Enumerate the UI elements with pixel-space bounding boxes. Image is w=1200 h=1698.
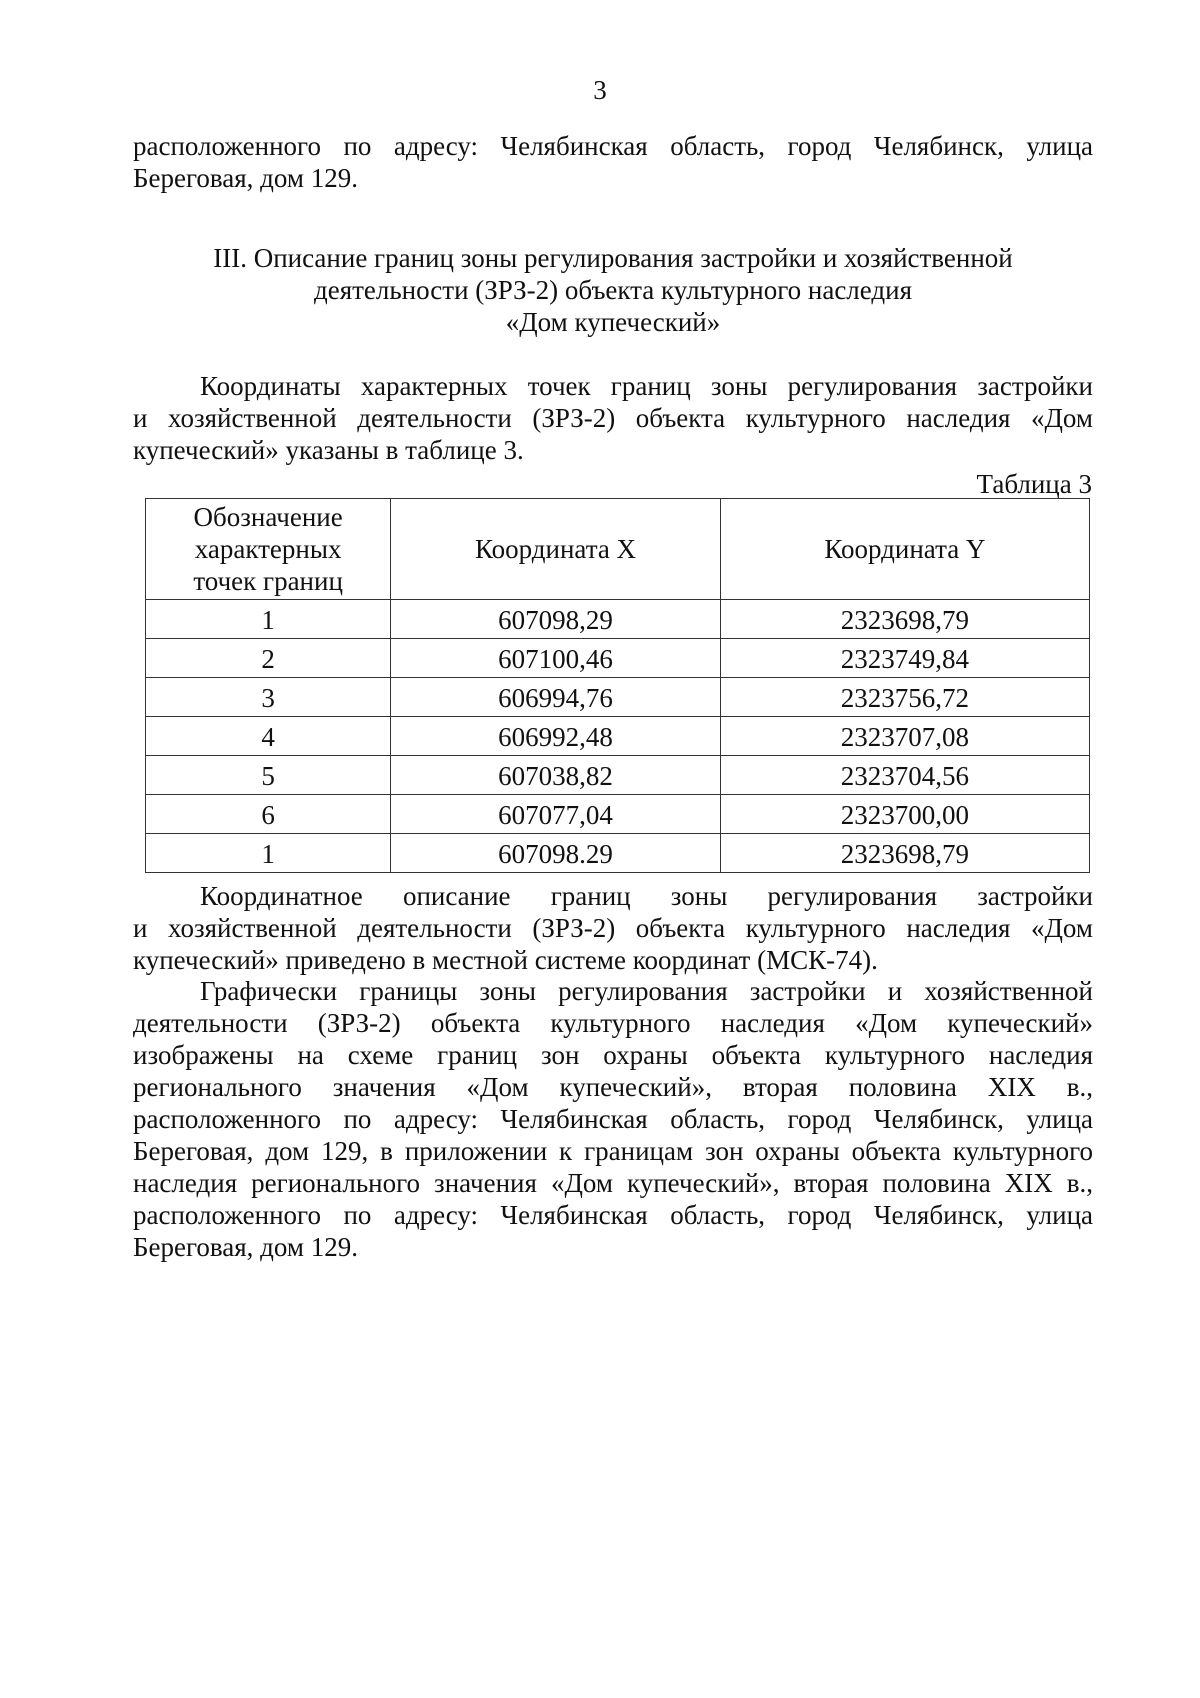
cell-point: 1: [146, 600, 391, 639]
paragraph-line: изображены на схеме границ зон охраны объекта культурного наследия: [133, 1040, 1093, 1070]
cell-x: 607038,82: [391, 756, 721, 795]
table-row: [146, 678, 1090, 717]
header-point-designation: Обозначение характерных точек границ: [146, 499, 391, 600]
cell-x: 606994,76: [391, 678, 721, 717]
cell-point: 2: [146, 639, 391, 678]
paragraph-line: купеческий» приведено в местной системе координат (МСК-74).: [133, 945, 878, 975]
intro-line: Береговая, дом 129.: [133, 163, 358, 193]
table-row: [146, 834, 1090, 873]
cell-y: 2323698,79: [720, 600, 1089, 639]
heading-line: III. Описание границ зоны регулирования застройки и хозяйственной: [213, 243, 1013, 273]
intro-line: расположенного по адресу: Челябинская область, город Челябинск, улица: [133, 131, 1093, 161]
paragraph-line: и хозяйственной деятельности (ЗРЗ-2) объекта культурного наследия «Дом: [133, 913, 1093, 943]
cell-x: 606992,48: [391, 717, 721, 756]
header-coordinate-x: Координата X: [391, 499, 721, 600]
paragraph-line: Береговая, дом 129, в приложении к границам зон охраны объекта культурного: [133, 1136, 1093, 1166]
table-row: [146, 717, 1090, 756]
cell-point: 1: [146, 834, 391, 873]
cell-x: 607100,46: [391, 639, 721, 678]
cell-y: 2323749,84: [720, 639, 1089, 678]
cell-y: 2323707,08: [720, 717, 1089, 756]
paragraph-line: Графически границы зоны регулирования застройки и хозяйственной: [200, 976, 1093, 1006]
table-caption: Таблица 3: [976, 469, 1092, 499]
intro-paragraph: [133, 130, 1093, 194]
cell-x: 607077,04: [391, 795, 721, 834]
paragraph-coordinates-intro: [133, 370, 1093, 466]
paragraph-line: наследия регионального значения «Дом купеческий», вторая половина XIX в.,: [133, 1168, 1093, 1198]
paragraph-line: Координатное описание границ зоны регулирования застройки: [200, 881, 1093, 911]
cell-y: 2323704,56: [720, 756, 1089, 795]
cell-x: 607098,29: [391, 600, 721, 639]
heading-line: деятельности (ЗРЗ-2) объекта культурного наследия: [313, 275, 913, 305]
cell-point: 4: [146, 717, 391, 756]
paragraph-line: регионального значения «Дом купеческий», вторая половина XIX в.,: [133, 1072, 1093, 1102]
cell-point: 6: [146, 795, 391, 834]
paragraph-line: деятельности (ЗРЗ-2) объекта культурного наследия «Дом купеческий»: [133, 1008, 1093, 1038]
paragraph-coordinate-system: [133, 880, 1093, 976]
paragraph-line: расположенного по адресу: Челябинская область, город Челябинск, улица: [133, 1104, 1093, 1134]
table-row: [146, 639, 1090, 678]
cell-y: 2323700,00: [720, 795, 1089, 834]
coordinates-table: [145, 498, 1090, 873]
paragraph-line: купеческий» указаны в таблице 3.: [133, 435, 524, 465]
cell-point: 3: [146, 678, 391, 717]
header-coordinate-y: Координата Y: [720, 499, 1089, 600]
cell-y: 2323756,72: [720, 678, 1089, 717]
cell-x: 607098.29: [391, 834, 721, 873]
table-row: [146, 600, 1090, 639]
section-heading: [133, 242, 1093, 338]
paragraph-line: и хозяйственной деятельности (ЗРЗ-2) объекта культурного наследия «Дом: [133, 403, 1093, 433]
cell-point: 5: [146, 756, 391, 795]
paragraph-line: Береговая, дом 129.: [133, 1232, 358, 1262]
table-header-row: [146, 499, 1090, 600]
paragraph-line: расположенного по адресу: Челябинская область, город Челябинск, улица: [133, 1200, 1093, 1230]
table-row: [146, 795, 1090, 834]
heading-line: «Дом купеческий»: [505, 307, 721, 337]
cell-y: 2323698,79: [720, 834, 1089, 873]
table-row: [146, 756, 1090, 795]
page-number: 3: [593, 75, 607, 105]
paragraph-graphical-boundaries: [133, 975, 1093, 1263]
paragraph-line: Координаты характерных точек границ зоны регулирования застройки: [200, 371, 1093, 401]
